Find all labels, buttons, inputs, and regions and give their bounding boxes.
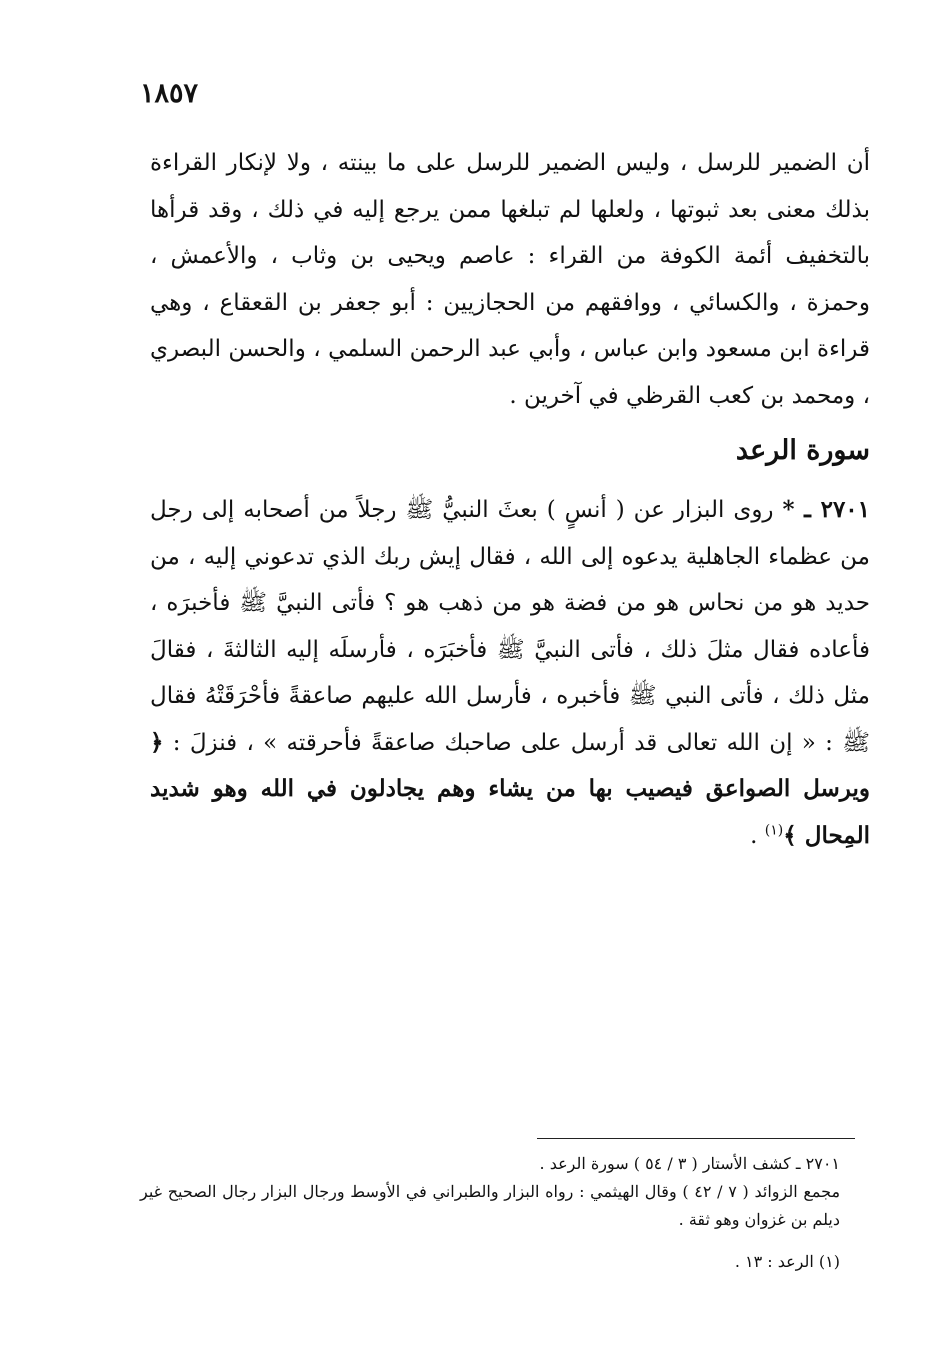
- footnote-divider: [537, 1138, 855, 1139]
- hadith-end: .: [750, 822, 765, 849]
- hadith-body: روى البزار عن ( أنسٍ ) بعثَ النبيُّ ﷺ رجلاً من أصحابه إلى رجل من عظماء الجاهلية يدعوه إلى الله ، فقال إيش ربك الذي تدعوني إليه ، من حديد هو من نحاس هو من فضة هو من ذهب هو ؟ فأتى النبيَّ ﷺ فأخبرَه ، فأعاده فقال مثلَ ذلك ، فأتى النبيَّ ﷺ فأخبَرَه ، فأرسلَه إليه الثالثةَ ، فقالَ مثل ذلك ، فأتى النبي ﷺ فأخبره ، فأرسل الله عليهم صاعقةً فأحْرَقَتْهُ فقال ﷺ : « إن الله تعالى قد أرسل على صاحبك صاعقةً فأحرقته » ، فنزلَ :: [150, 497, 870, 756]
- hadith-paragraph: [150, 487, 870, 859]
- intro-paragraph: أن الضمير للرسل ، وليس الضمير للرسل على ما بينته ، ولا لإنكار القراءة بذلك معنى بعد ثبوتها ، ولعلها لم تبلغها ممن يرجع إليه في ذلك ، وقد قرأها بالتخفيف أئمة الكوفة من القراء : عاصم ويحيى بن وثاب ، والأعمش ، وحمزة ، والكسائي ، ووافقهم من الحجازيين : أبو جعفر بن القعقاع ، وهي قراءة ابن مسعود وابن عباس ، وأبي عبد الرحمن السلمي ، والحسن البصري ، ومحمد بن كعب القرظي في آخرين .: [150, 150, 870, 409]
- page-number: ١٨٥٧: [140, 78, 199, 109]
- footnote-marker: (١): [764, 821, 784, 838]
- main-text: [150, 140, 870, 859]
- quran-verse: ﴿ ويرسل الصواعق فيصيب بها من يشاء وهم يجادلون في الله وهو شديد المِحال ﴾: [150, 728, 870, 849]
- hadith-number: ٢٧٠١ ـ *: [782, 496, 871, 523]
- footnote-verse-reference: (١) الرعد : ١٣ .: [734, 1252, 840, 1271]
- footnotes: [140, 1150, 840, 1276]
- footnote-source: ٢٧٠١ ـ كشف الأستار ( ٣ / ٥٤ ) سورة الرعد .: [539, 1154, 840, 1173]
- footnote-grading: مجمع الزوائد ( ٧ / ٤٢ ) وقال الهيثمي : رواه البزار والطبراني في الأوسط ورجال البزار رجال الصحيح غير ديلم بن غزوان وهو ثقة .: [140, 1182, 841, 1229]
- surah-heading: سورة الرعد: [735, 435, 870, 466]
